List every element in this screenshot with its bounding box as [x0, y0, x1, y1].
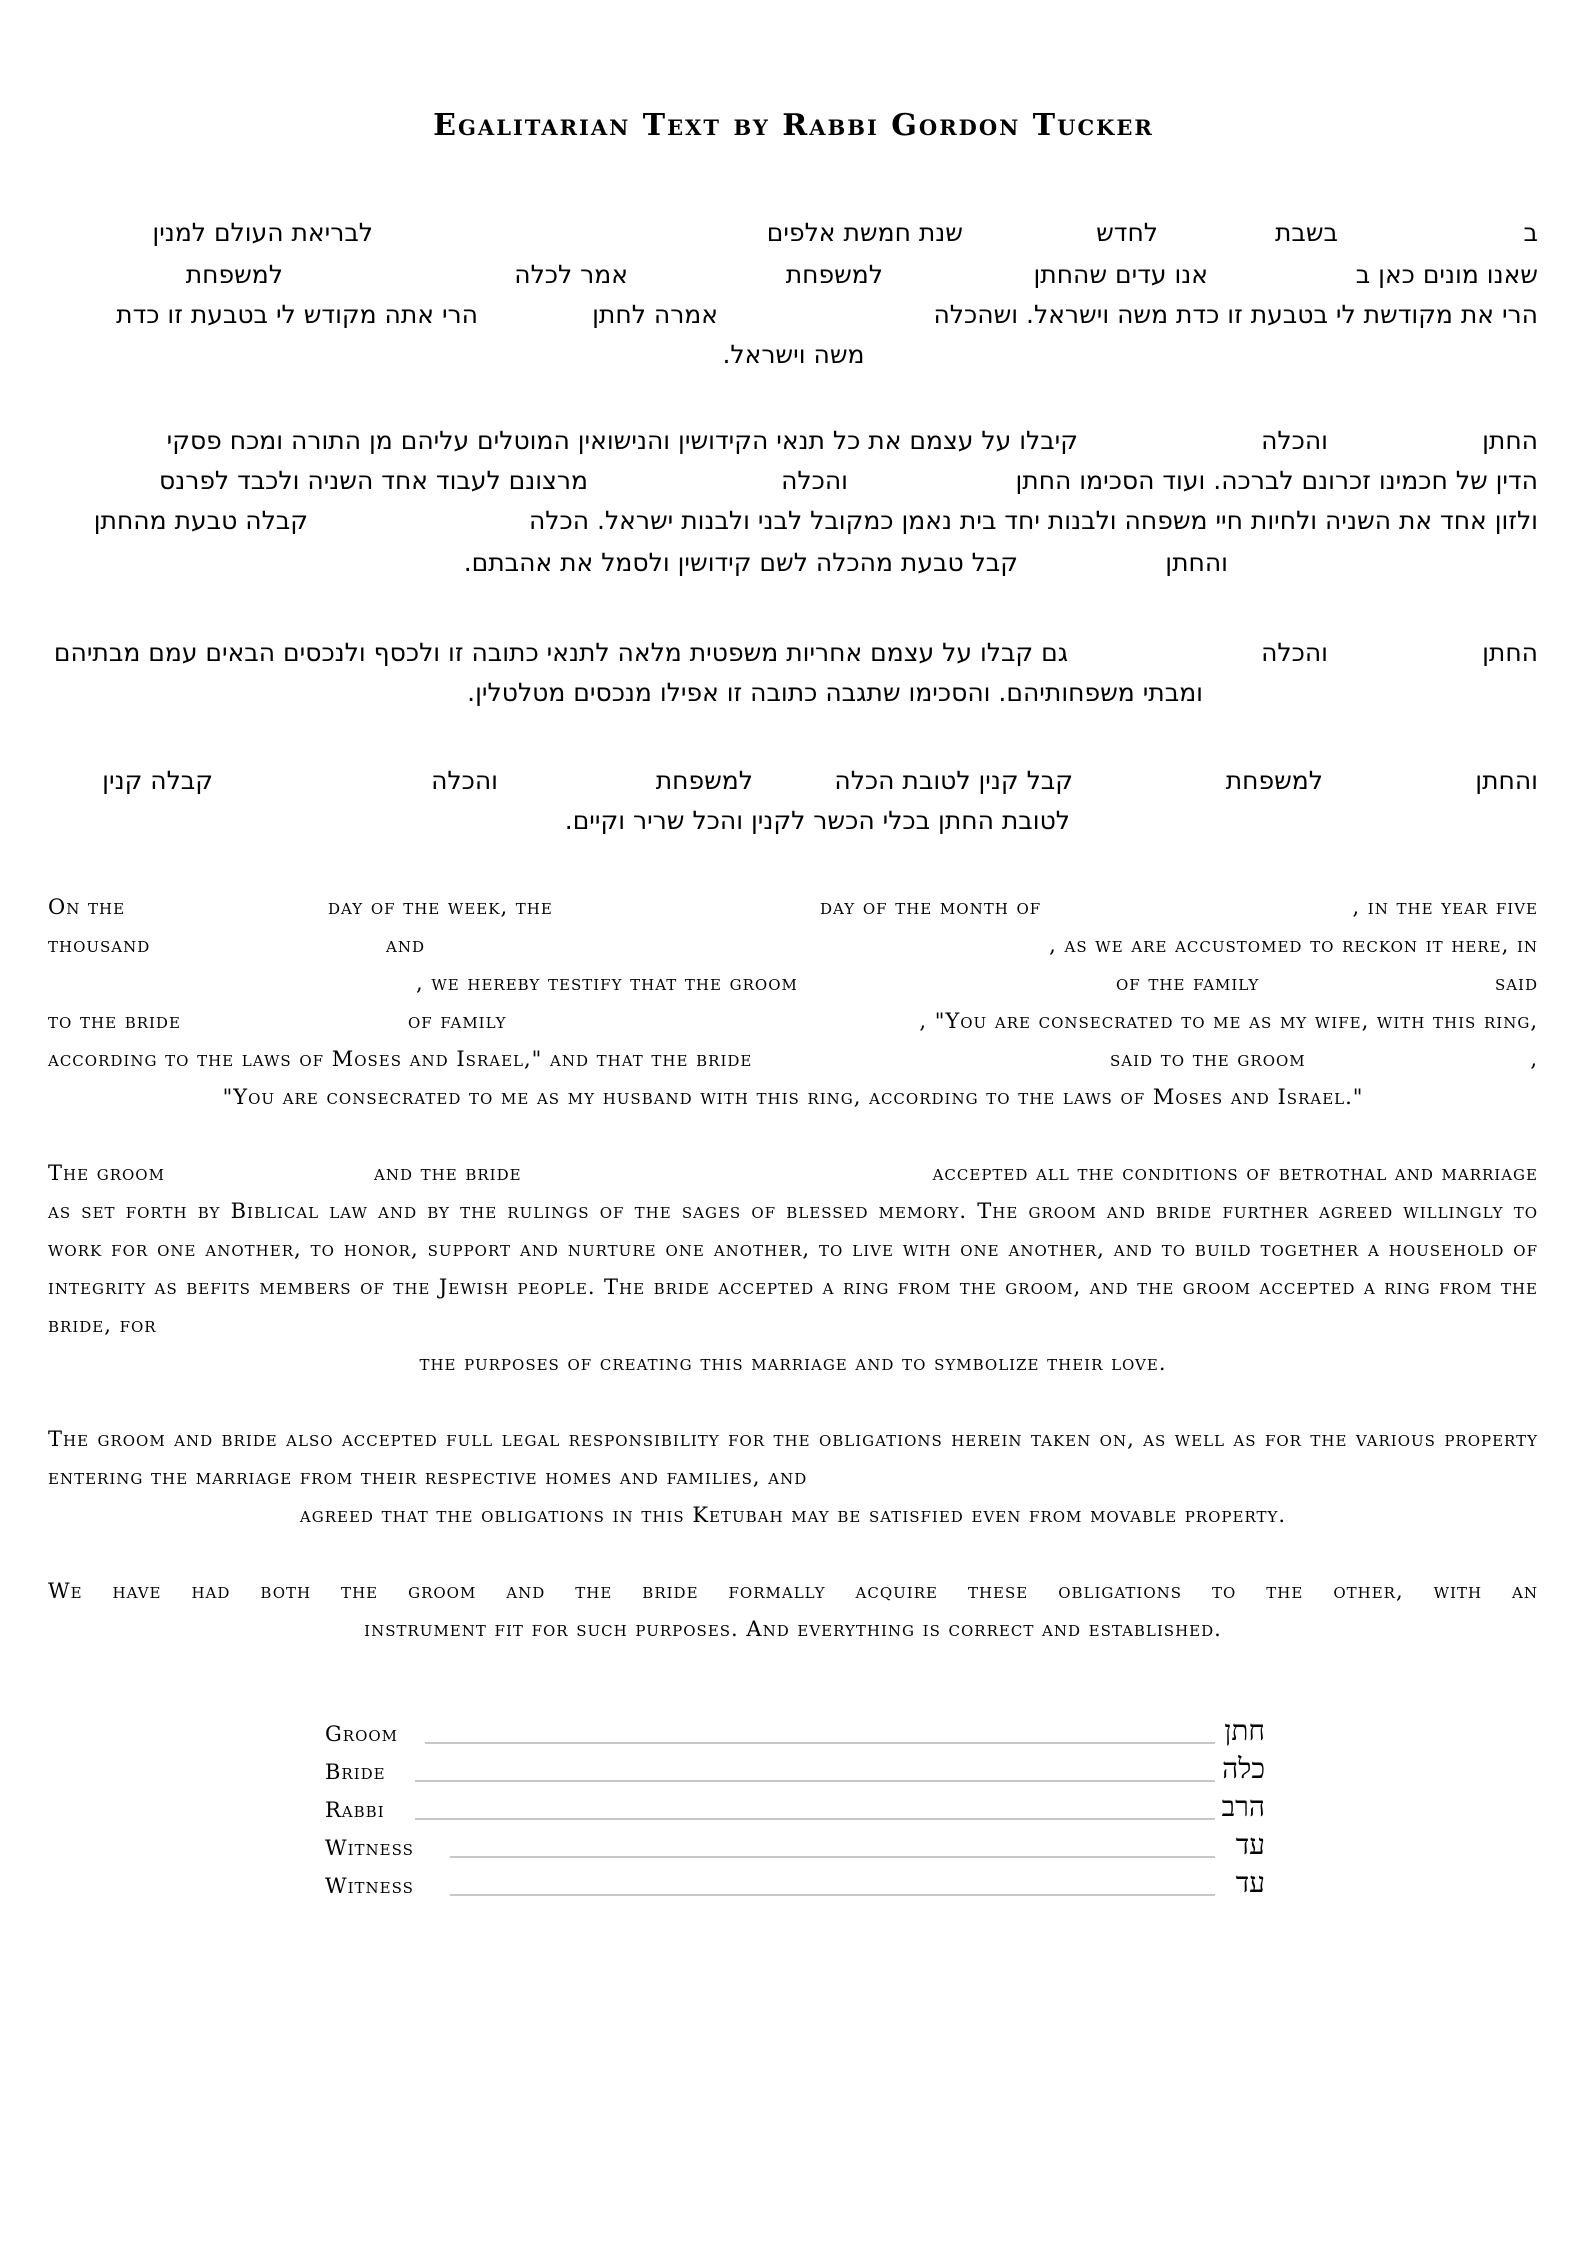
hebrew-text: קיבלו על עצמם את כל תנאי הקידושין והנישואין המוטלים עליהם מן התורה ומכח פסקי	[166, 426, 1078, 455]
english-p3-last: agreed that the obligations in this Ketubah may be satisfied even from movable property.	[299, 1503, 1287, 1527]
hebrew-text: לטובת החתן בכלי הכשר לקנין והכל שריר וקיים.	[564, 806, 1070, 835]
hebrew-text: לבריאת העולם למנין	[152, 218, 373, 247]
hebrew-text: שאנו מונים כאן ב	[1355, 260, 1538, 289]
hebrew-text: למשפחת	[785, 260, 883, 289]
signature-label: Witness	[325, 1874, 414, 1898]
hebrew-text: לחדש	[1096, 218, 1158, 247]
english-p1-line2	[48, 926, 1538, 964]
english-p2-line1	[48, 1154, 1538, 1192]
hebrew-text: אנו עדים שהחתן	[1033, 260, 1208, 289]
hebrew-p2-line4	[48, 544, 1538, 582]
hebrew-p1-line3	[48, 296, 1538, 334]
signature-label: Rabbi	[325, 1798, 385, 1822]
english-text: according to the laws of Moses and Israel," and that the bride	[48, 1047, 753, 1071]
english-text: to the bride	[48, 1009, 181, 1033]
english-text: thousand	[48, 933, 151, 957]
english-p1-line6: "You are consecrated to me as my husband with this ring, according to the laws of Moses and Israel."	[222, 1085, 1364, 1109]
hebrew-p2-line1	[48, 422, 1538, 460]
hebrew-text: אמר לכלה	[514, 260, 628, 289]
hebrew-text: קבל קנין לטובת הכלה	[834, 766, 1073, 795]
hebrew-text: הרי את מקודשת לי בטבעת זו כדת משה וישראל. ושהכלה	[933, 300, 1538, 329]
english-p2-last: the purposes of creating this marriage and to symbolize their love.	[419, 1351, 1167, 1375]
hebrew-text: קבלה קנין	[102, 766, 213, 795]
hebrew-text: ולזון אחד את השניה ולחיות חיי משפחה ולבנות יחד בית נאמן כמקובל לבני ולבנות ישראל. הכלה	[528, 506, 1538, 535]
signature-line[interactable]	[425, 1742, 1215, 1744]
hebrew-text: והחתן	[1165, 548, 1228, 577]
hebrew-p2-line2	[48, 462, 1538, 500]
signature-line[interactable]	[415, 1818, 1215, 1820]
hebrew-text: בשבת	[1274, 218, 1338, 247]
hebrew-text: מרצונם לעבוד אחד השניה ולכבד לפרנס	[158, 466, 588, 495]
signature-hebrew-label: עד	[1235, 1828, 1265, 1861]
english-text: , as we are accustomed to reckon it here, in	[1049, 933, 1538, 957]
hebrew-text: למשפחת	[1225, 766, 1323, 795]
english-text: and the bride	[374, 1161, 522, 1185]
english-p4-body: We have had both the groom and the bride formally acquire these obligations to the other, with an	[48, 1579, 1538, 1603]
hebrew-p4-line1	[48, 762, 1538, 800]
hebrew-text: הדין של חכמינו זכרונם לברכה. ועוד הסכימו החתן	[1015, 466, 1538, 495]
hebrew-text: החתן	[1482, 638, 1538, 667]
document-title: Egalitarian Text by Rabbi Gordon Tucker	[433, 108, 1154, 143]
english-text: day of the week, the	[328, 895, 553, 919]
english-p3-body: The groom and bride also accepted full legal responsibility for the obligations herein taken on, as well as for the various property entering the marriage from their respective homes and families, and	[48, 1427, 1538, 1489]
hebrew-p4-line2	[48, 802, 1538, 840]
english-text: and	[386, 933, 425, 957]
english-text: On the	[48, 895, 126, 919]
hebrew-text: למשפחת	[185, 260, 283, 289]
english-text: , "You are consecrated to me as my wife, with this ring,	[919, 1009, 1538, 1033]
english-p4-last: instrument fit for such purposes. And everything is correct and established.	[364, 1617, 1222, 1641]
english-text: day of the month of	[820, 895, 1042, 919]
hebrew-text: למשפחת	[655, 766, 753, 795]
signature-line[interactable]	[450, 1856, 1215, 1858]
english-p1-line1	[48, 888, 1538, 926]
hebrew-text: קבל טבעת מהכלה לשם קידושין ולסמל את אהבתם.	[463, 548, 1018, 577]
english-text: , in the year five	[1352, 895, 1538, 919]
hebrew-text: והכלה	[781, 466, 848, 495]
signature-hebrew-label: כלה	[1222, 1752, 1265, 1785]
signature-label: Groom	[325, 1722, 399, 1746]
english-text: of family	[408, 1009, 507, 1033]
hebrew-text: החתן	[1482, 426, 1538, 455]
hebrew-text: הרי אתה מקודש לי בטבעת זו כדת	[116, 300, 478, 329]
signature-hebrew-label: עד	[1235, 1866, 1265, 1899]
hebrew-p3-line2	[48, 674, 1538, 712]
hebrew-text: אמרה לחתן	[592, 300, 718, 329]
hebrew-text: שנת חמשת אלפים	[766, 218, 963, 247]
signature-hebrew-label: חתן	[1224, 1714, 1265, 1747]
signature-row-bride	[325, 1750, 1265, 1786]
english-text: The groom	[48, 1161, 165, 1185]
hebrew-text: ב	[1523, 218, 1538, 247]
english-p1-line5	[48, 1040, 1538, 1078]
signature-label: Bride	[325, 1760, 386, 1784]
english-text: of the family	[1116, 971, 1260, 995]
english-text: accepted all the conditions of betrothal and marriage	[932, 1161, 1538, 1185]
hebrew-p3-line1	[48, 634, 1538, 672]
signature-row-groom	[325, 1712, 1265, 1748]
signature-row-rabbi	[325, 1788, 1265, 1824]
hebrew-p2-line3	[48, 502, 1538, 540]
english-p2-body: as set forth by Biblical law and by the rulings of the sages of blessed memory. The groom and bride further agreed willingly to work for one another, to honor, support and nurture one another, to live with one another, and to build together a household of integrity as befits members of the Jewish people. The bride accepted a ring from the groom, and the groom accepted a ring from the bride, for	[48, 1199, 1538, 1337]
signature-row-witness-2	[325, 1864, 1265, 1900]
english-p1-line3	[48, 964, 1538, 1002]
hebrew-p1-line2	[48, 256, 1538, 294]
english-p1-line4	[48, 1002, 1538, 1040]
hebrew-text: קבלה טבעת מהחתן	[93, 506, 308, 535]
hebrew-text: ומבתי משפחותיהם. והסכימו שתגבה כתובה זו אפילו מנכסים מטלטלין.	[467, 678, 1203, 707]
signature-line[interactable]	[450, 1894, 1215, 1896]
english-text: , we hereby testify that the groom	[416, 971, 798, 995]
english-text: ,	[1530, 1047, 1538, 1071]
hebrew-text: גם קבלו על עצמם אחריות משפטית מלאה לתנאי כתובה זו ולכסף ולנכסים הבאים עמם מבתיהם	[53, 638, 1068, 667]
hebrew-text: והכלה	[431, 766, 498, 795]
signature-label: Witness	[325, 1836, 414, 1860]
hebrew-text: והכלה	[1261, 426, 1328, 455]
english-text: said to the groom	[1110, 1047, 1306, 1071]
hebrew-p1-line1	[48, 214, 1538, 252]
signature-row-witness-1	[325, 1826, 1265, 1862]
hebrew-text: והחתן	[1475, 766, 1538, 795]
hebrew-text: והכלה	[1261, 638, 1328, 667]
english-text: said	[1494, 971, 1538, 995]
signature-hebrew-label: הרב	[1221, 1790, 1265, 1823]
hebrew-p1-line4: משה וישראל.	[722, 340, 865, 369]
signature-line[interactable]	[415, 1780, 1215, 1782]
